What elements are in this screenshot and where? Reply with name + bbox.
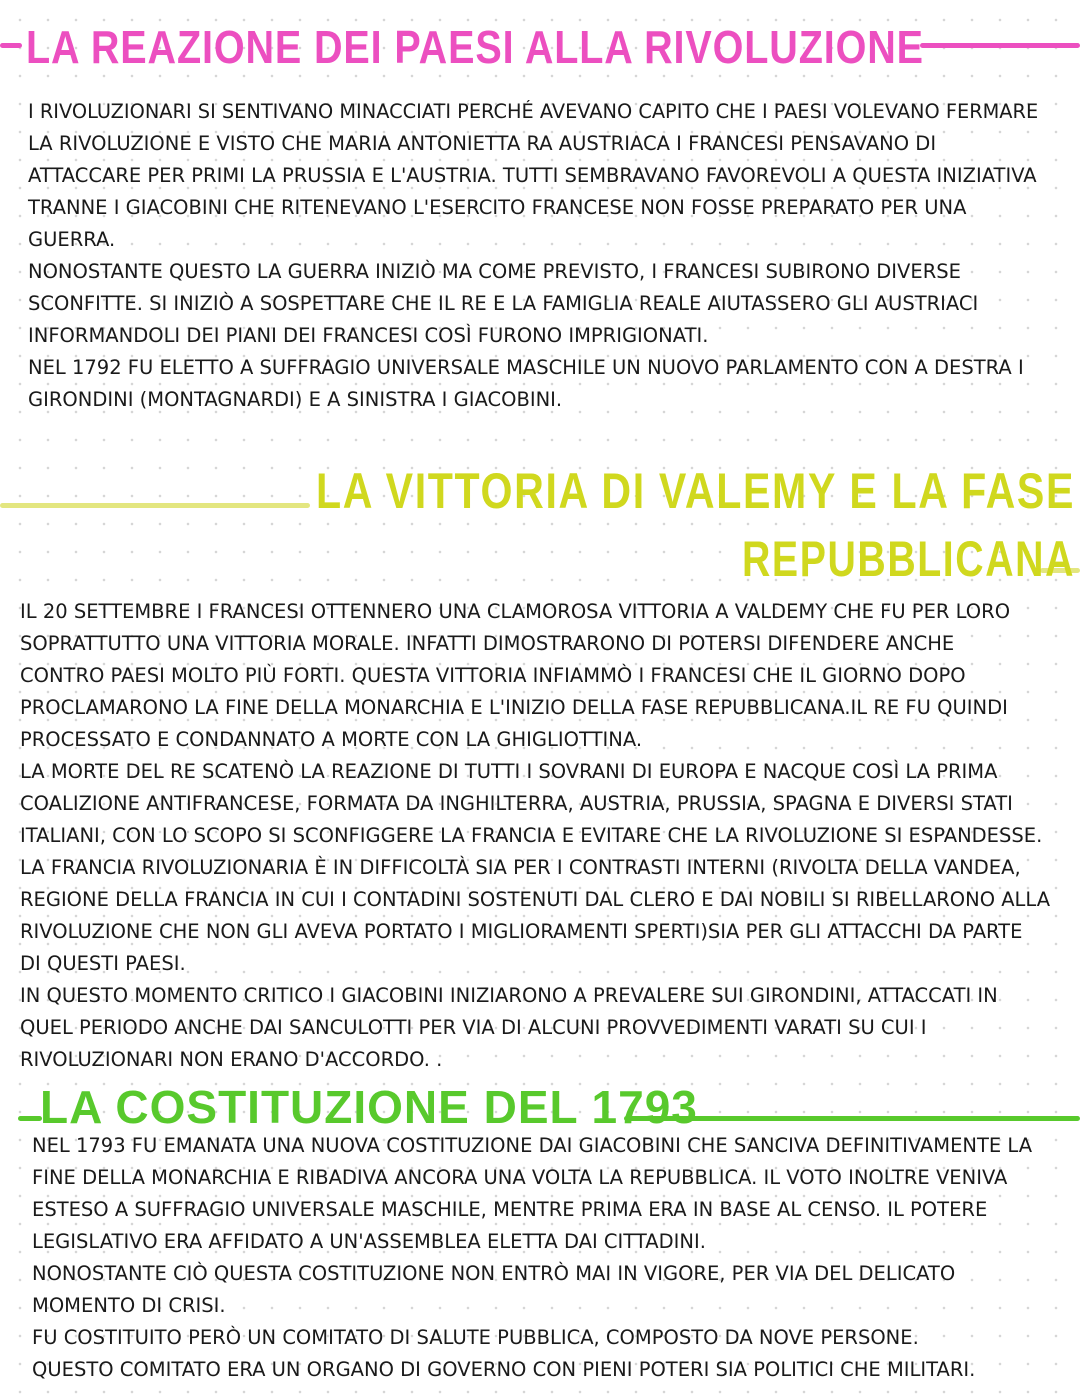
title-underline-yellow-left (0, 503, 310, 508)
section-body-reazione (28, 96, 1038, 416)
section-body-costituzione (32, 1130, 1052, 1386)
section-body-vittoria (20, 596, 1050, 1076)
text-line: ATTACCARE PER PRIMI LA PRUSSIA E L'AUSTRIA. TUTTI SEMBRAVANO FAVOREVOLI A QUESTA INIZIATIVA (28, 164, 1037, 187)
text-line: LEGISLATIVO ERA AFFIDATO A UN'ASSEMBLEA ELETTA DAI CITTADINI. (32, 1230, 706, 1253)
text-line: QUEL PERIODO ANCHE DAI SANCULOTTI PER VIA DI ALCUNI PROVVEDIMENTI VARATI SU CUI I (20, 1016, 927, 1039)
text-line: COALIZIONE ANTIFRANCESE, FORMATA DA INGHILTERRA, AUSTRIA, PRUSSIA, SPAGNA E DIVERSI STATI (20, 792, 1013, 815)
title-underline-pink-left (0, 43, 22, 48)
title-underline-pink-right (920, 43, 1080, 48)
text-line: NEL 1793 FU EMANATA UNA NUOVA COSTITUZIONE DAI GIACOBINI CHE SANCIVA DEFINITIVAMENTE LA (32, 1134, 1033, 1157)
text-line: I RIVOLUZIONARI SI SENTIVANO MINACCIATI PERCHÉ AVEVANO CAPITO CHE I PAESI VOLEVANO FERMARE (28, 100, 1039, 123)
text-line: INFORMANDOLI DEI PIANI DEI FRANCESI COSÌ FURONO IMPRIGIONATI. (28, 324, 709, 347)
title-underline-green-left (18, 1116, 42, 1121)
text-line: ESTESO A SUFFRAGIO UNIVERSALE MASCHILE, MENTRE PRIMA ERA IN BASE AL CENSO. IL POTERE (32, 1198, 988, 1221)
text-line: FINE DELLA MONARCHIA E RIBADIVA ANCORA UNA VOLTA LA REPUBBLICA. IL VOTO INOLTRE VENIVA (32, 1166, 1008, 1189)
text-line: LA MORTE DEL RE SCATENÒ LA REAZIONE DI TUTTI I SOVRANI DI EUROPA E NACQUE COSÌ LA PRIMA (20, 760, 998, 783)
section-title-vittoria-line2: REPUBBLICANA (742, 531, 1076, 587)
text-line: LA RIVOLUZIONE E VISTO CHE MARIA ANTONIETTA RA AUSTRIACA I FRANCESI PENSAVANO DI (28, 132, 937, 155)
text-line: FU COSTITUITO PERÒ UN COMITATO DI SALUTE PUBBLICA, COMPOSTO DA NOVE PERSONE. (32, 1326, 919, 1349)
text-line: PROCLAMARONO LA FINE DELLA MONARCHIA E L'INIZIO DELLA FASE REPUBBLICANA.IL RE FU QUINDI (20, 696, 1008, 719)
text-line: PROCESSATO E CONDANNATO A MORTE CON LA GHIGLIOTTINA. (20, 728, 643, 751)
text-line: GIRONDINI (MONTAGNARDI) E A SINISTRA I GIACOBINI. (28, 388, 563, 411)
text-line: IN QUESTO MOMENTO CRITICO I GIACOBINI INIZIARONO A PREVALERE SUI GIRONDINI, ATTACCATI IN (20, 984, 998, 1007)
text-line: TRANNE I GIACOBINI CHE RITENEVANO L'ESERCITO FRANCESE NON FOSSE PREPARATO PER UNA (28, 196, 967, 219)
section-title-vittoria-line1: LA VITTORIA DI VALEMY E LA FASE (316, 463, 1076, 519)
text-line: ITALIANI, CON LO SCOPO SI SCONFIGGERE LA FRANCIA E EVITARE CHE LA RIVOLUZIONE SI ESPANDESSE. (20, 824, 1043, 847)
text-line: NONOSTANTE CIÒ QUESTA COSTITUZIONE NON ENTRÒ MAI IN VIGORE, PER VIA DEL DELICATO (32, 1262, 956, 1285)
text-line: RIVOLUZIONE CHE NON GLI AVEVA PORTATO I MIGLIORAMENTI SPERTI)SIA PER GLI ATTACCHI DA PARTE (20, 920, 1023, 943)
section-title-costituzione: LA COSTITUZIONE DEL 1793 (40, 1081, 698, 1133)
text-line: REGIONE DELLA FRANCIA IN CUI I CONTADINI SOSTENUTI DAL CLERO E DAI NOBILI SI RIBELLARONO ALLA (20, 888, 1051, 911)
text-line: QUESTO COMITATO ERA UN ORGANO DI GOVERNO CON PIENI POTERI SIA POLITICI CHE MILITARI. (32, 1358, 976, 1381)
text-line: LA FRANCIA RIVOLUZIONARIA È IN DIFFICOLTÀ SIA PER I CONTRASTI INTERNI (RIVOLTA DELLA VANDEA, (20, 856, 1021, 879)
text-line: IL 20 SETTEMBRE I FRANCESI OTTENNERO UNA CLAMOROSA VITTORIA A VALDEMY CHE FU PER LORO (20, 600, 1011, 623)
text-line: DI QUESTI PAESI. (20, 952, 186, 975)
text-line: NEL 1792 FU ELETTO A SUFFRAGIO UNIVERSALE MASCHILE UN NUOVO PARLAMENTO CON A DESTRA I (28, 356, 1024, 379)
text-line: RIVOLUZIONARI NON ERANO D'ACCORDO. . (20, 1048, 443, 1071)
text-line: CONTRO PAESI MOLTO PIÙ FORTI. QUESTA VITTORIA INFIAMMÒ I FRANCESI CHE IL GIORNO DOPO (20, 664, 966, 687)
text-line: SOPRATTUTTO UNA VITTORIA MORALE. INFATTI DIMOSTRARONO DI POTERSI DIFENDERE ANCHE (20, 632, 955, 655)
text-line: GUERRA. (28, 228, 116, 251)
text-line: NONOSTANTE QUESTO LA GUERRA INIZIÒ MA COME PREVISTO, I FRANCESI SUBIRONO DIVERSE (28, 260, 961, 283)
section-title-reazione: LA REAZIONE DEI PAESI ALLA RIVOLUZIONE (26, 21, 924, 73)
text-line: SCONFITTE. SI INIZIÒ A SOSPETTARE CHE IL RE E LA FAMIGLIA REALE AIUTASSERO GLI AUSTRIACI (28, 292, 979, 315)
text-line: MOMENTO DI CRISI. (32, 1294, 226, 1317)
